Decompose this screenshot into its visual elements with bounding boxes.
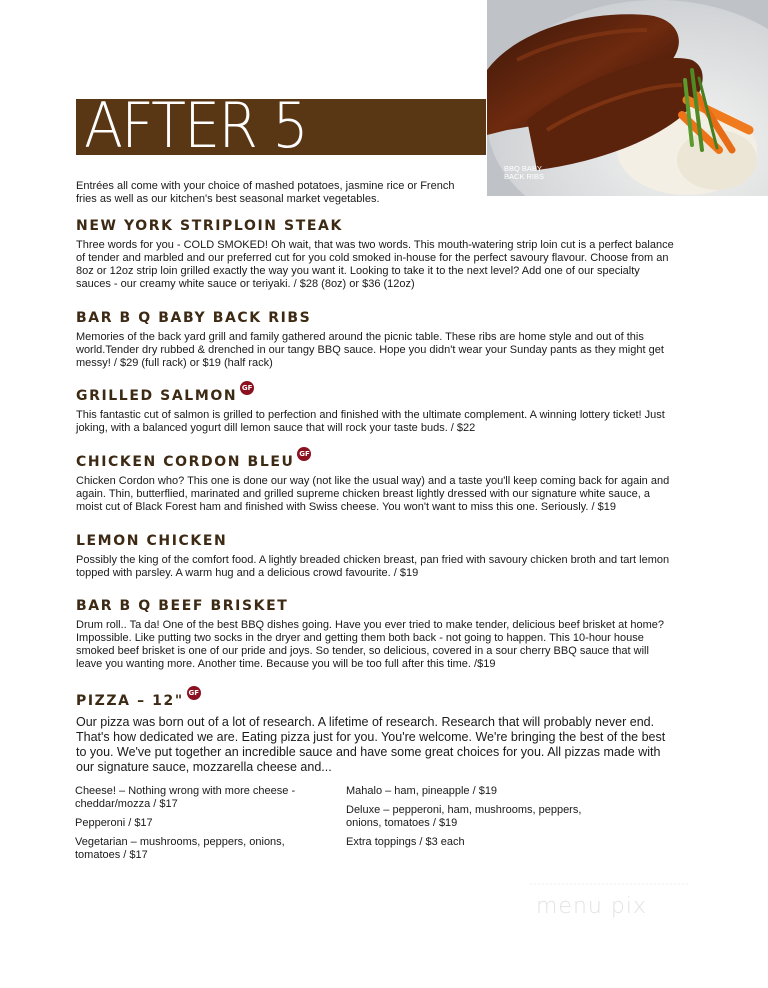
pizza-list-left — [75, 785, 325, 868]
pizza-heading — [76, 689, 676, 710]
pizza-title: PIZZA – 12" — [76, 693, 184, 709]
pizza-item: Mahalo – ham, pineapple / $19 — [346, 785, 498, 797]
menu-item-striploin — [76, 217, 676, 291]
menu-item-title: BAR B Q BABY BACK RIBS — [76, 310, 312, 326]
menu-item-brisket — [76, 597, 676, 671]
pizza-item: Deluxe – pepperoni, ham, mushrooms, peppers, onions, tomatoes / $19 — [346, 804, 582, 829]
pizza-item: Extra toppings / $3 each — [346, 836, 465, 848]
ribs-photo — [487, 0, 768, 196]
pizza-list-right — [346, 785, 596, 855]
menu-item-ribs — [76, 309, 676, 370]
menu-item-salmon — [76, 384, 676, 435]
page-title: AFTER 5 — [84, 99, 307, 155]
gluten-free-badge-icon: GF — [187, 686, 201, 700]
pizza-item: Vegetarian – mushrooms, peppers, onions, tomatoes / $17 — [75, 836, 285, 861]
menupix-watermark — [520, 878, 700, 928]
photo-caption: BBQ BABY BACK RIBS — [504, 164, 545, 181]
menu-item-desc: Three words for you - COLD SMOKED! Oh wait, that was two words. This mouth-watering strip loin cut is a perfect balance of tender and marbled and our preferred cut for you cold smoked in-house for the perfect savoury flavour. Choose from an 8oz or 12oz strip loin grilled exactly the way you want it. Looking to take it to the next level? Add one of our specialty sauces - our creamy white sauce or teriyaki. / $28 (8oz) or $36 (12oz) — [76, 239, 674, 290]
menu-item-lemon-chicken — [76, 532, 676, 580]
menu-item-desc: Drum roll.. Ta da! One of the best BBQ dishes going. Have you ever tried to make tender, delicious beef brisket at home? Impossible. Like putting two socks in the dryer and getting them both back - not going to happen. This 10-hour house smoked beef brisket is one of our pride and joys. So tender, so delicious, covered in a sour cherry BBQ sauce that will leave you wanting more. Another time. Because you will be too full after this time. /$19 — [76, 619, 665, 670]
pizza-desc: Our pizza was born out of a lot of research. A lifetime of research. Research that will probably never end. That's how dedicated we are. Eating pizza just for you. You're welcome. We're bringing the best of the best to you. We've put together an incredible sauce and have some great choices for you. All pizzas made with our signature sauce, mozzarella cheese and... — [76, 715, 666, 774]
title-banner — [76, 99, 486, 155]
menu-item-desc: Memories of the back yard grill and family gathered around the picnic table. These ribs are home style and out of this world.Tender dry rubbed & drenched in our tangy BBQ sauce. Hope you didn't wear your Sunday pants as they might get messy! / $29 (full rack) or $19 (half rack) — [76, 331, 664, 369]
menu-item-title: LEMON CHICKEN — [76, 533, 228, 549]
menu-item-desc: This fantastic cut of salmon is grilled to perfection and finished with the ultimate complement. A winning lottery ticket! Just joking, with a balanced yogurt dill lemon sauce that will rock your taste buds. / $22 — [76, 409, 665, 434]
menu-item-cordon-bleu — [76, 450, 676, 514]
intro-text: Entrées all come with your choice of mashed potatoes, jasmine rice or French fries as well as our kitchen's best seasonal market vegetables. — [76, 180, 455, 205]
pizza-item: Pepperoni / $17 — [75, 817, 153, 829]
menu-item-desc: Chicken Cordon who? This one is done our way (not like the usual way) and a taste you'll keep coming back for again and again. Thin, butterflied, marinated and grilled supreme chicken breast lightly dressed with our signature white sauce, a moist cut of Black Forest ham and finished with Swiss cheese. You won't want to miss this one. Seriously. / $19 — [76, 475, 670, 513]
menu-item-title: GRILLED SALMON — [76, 388, 238, 404]
gluten-free-badge-icon: GF — [240, 381, 254, 395]
pizza-item: Cheese! – Nothing wrong with more cheese - cheddar/mozza / $17 — [75, 785, 296, 810]
menu-item-title: BAR B Q BEEF BRISKET — [76, 598, 289, 614]
watermark-text: menu pix — [536, 894, 647, 919]
gluten-free-badge-icon: GF — [297, 447, 311, 461]
menu-item-desc: Possibly the king of the comfort food. A lightly breaded chicken breast, pan fried with savoury chicken broth and tart lemon topped with parsley. A warm hug and a delicious crowd favourite. / $19 — [76, 554, 670, 579]
menu-item-title: CHICKEN CORDON BLEU — [76, 454, 295, 470]
menu-item-title: NEW YORK STRIPLOIN STEAK — [76, 218, 343, 234]
